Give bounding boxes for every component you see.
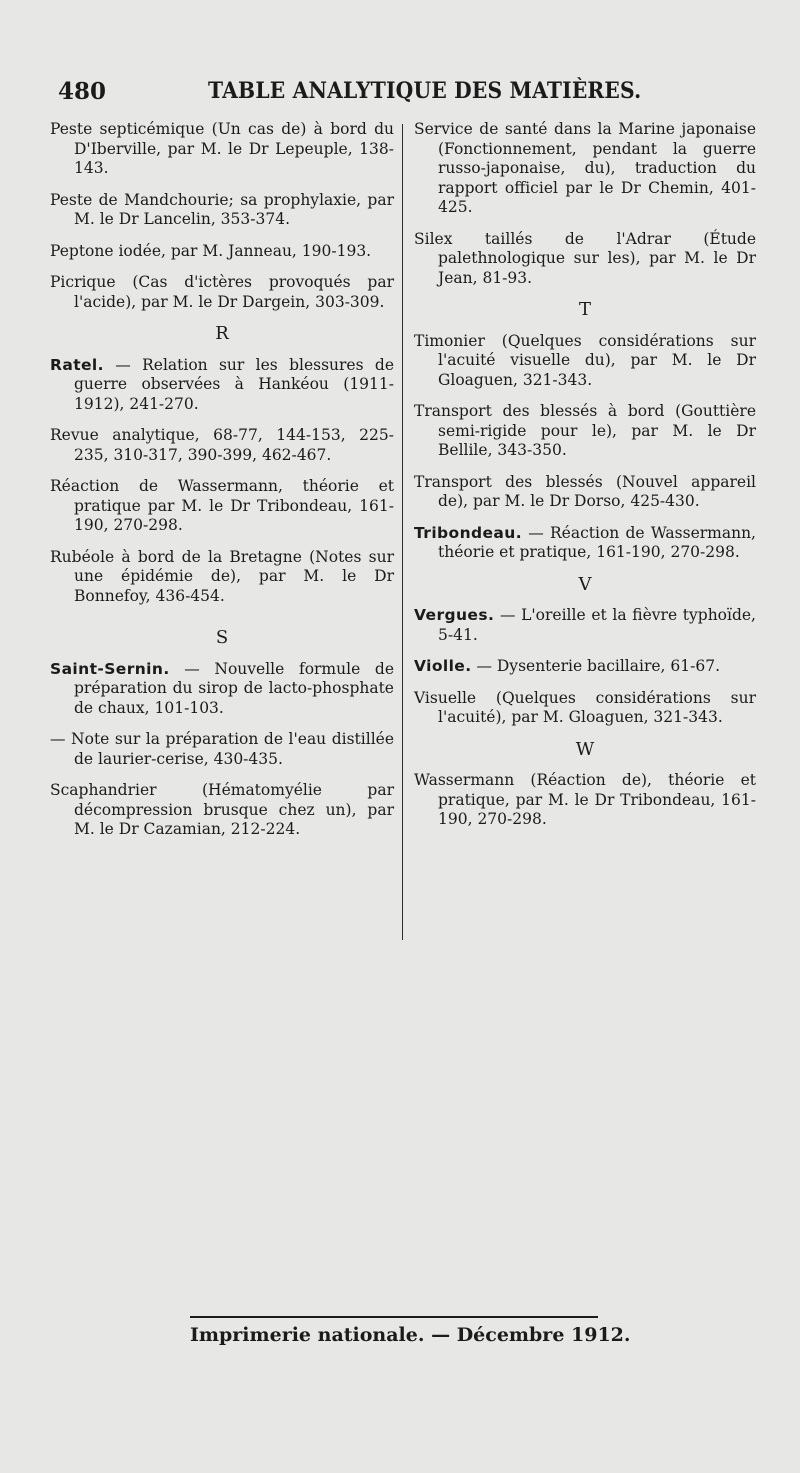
index-entry: Timonier (Quelques considérations sur l'acuité visuelle du), par M. le Dr Gloaguen, 321-343. [414,331,756,389]
index-entry: Service de santé dans la Marine japonaise (Fonctionnement, pendant la guerre russo-japonaise, du), traduction du rapport officiel par le Dr Chemin, 401-425. [414,120,756,216]
page-number: 480 [58,78,107,105]
index-entry: Transport des blessés à bord (Gouttière semi-rigide pour le), par M. le Dr Bellile, 343-350. [414,402,756,459]
left-column [50,120,394,852]
imprint-rule [190,1316,598,1318]
index-entry: Violle. — Dysenterie bacillaire, 61-67. [414,657,721,675]
entry-keyword: Saint-Sernin. [50,659,170,678]
index-entry: Scaphandrier (Hématomyélie par décompression brusque chez un), par M. le Dr Cazamian, 212-224. [50,781,394,838]
index-entry: Vergues. — L'oreille et la fièvre typhoïde, 5-41. [414,606,756,644]
index-entry: Ratel. — Relation sur les blessures de guerre observées à Hankéou (1911-1912), 241-270. [50,355,394,413]
index-entry: Revue analytique, 68-77, 144-153, 225-235, 310-317, 390-399, 462-467. [50,426,394,464]
index-entry: Réaction de Wassermann, théorie et pratique par M. le Dr Tribondeau, 161-190, 270-298. [50,477,394,534]
entry-keyword: Ratel. [50,355,104,374]
section-letter-r: R [215,323,229,344]
entry-keyword: Violle. [414,657,472,675]
index-entry: Peste de Mandchourie; sa prophylaxie, par M. le Dr Lancelin, 353-374. [50,190,394,228]
index-entry: — Note sur la préparation de l'eau distillée de laurier-cerise, 430-435. [50,730,394,768]
section-letter-v: V [578,573,592,595]
imprint-line: Imprimerie nationale. — Décembre 1912. [190,1324,631,1346]
index-entry: Picrique (Cas d'ictères provoqués par l'acide), par M. le Dr Dargein, 303-309. [50,273,394,311]
index-entry: Silex taillés de l'Adrar (Étude palethnologique sur les), par M. le Dr Jean, 81-93. [414,229,756,287]
index-entry: Rubéole à bord de la Bretagne (Notes sur une épidémie de), par M. le Dr Bonnefoy, 436-454. [50,547,394,605]
entry-keyword: Tribondeau. [414,523,522,542]
index-entry: Visuelle (Quelques considérations sur l'acuité), par M. Gloaguen, 321-343. [414,688,756,726]
index-entry: Saint-Sernin. — Nouvelle formule de préparation du sirop de lacto-phosphate de chaux, 101-103. [50,659,394,717]
column-divider [402,124,403,940]
section-letter-s: S [215,627,229,648]
page-header [58,78,738,112]
section-letter-w: W [575,738,595,760]
section-letter-t: T [578,299,591,320]
index-entry: Transport des blessés (Nouvel appareil de), par M. le Dr Dorso, 425-430. [414,472,756,510]
index-entry: Peste septicémique (Un cas de) à bord du D'Iberville, par M. le Dr Lepeuple, 138-143. [50,120,394,177]
index-entry: Tribondeau. — Réaction de Wassermann, théorie et pratique, 161-190, 270-298. [414,523,756,561]
entry-keyword: Vergues. [414,606,495,624]
running-title: TABLE ANALYTIQUE DES MATIÈRES. [208,78,642,104]
index-entry: Peptone iodée, par M. Janneau, 190-193. [50,241,372,260]
right-column [414,120,756,842]
index-entry: Wassermann (Réaction de), théorie et pratique, par M. le Dr Tribondeau, 161-190, 270-298. [414,771,756,828]
